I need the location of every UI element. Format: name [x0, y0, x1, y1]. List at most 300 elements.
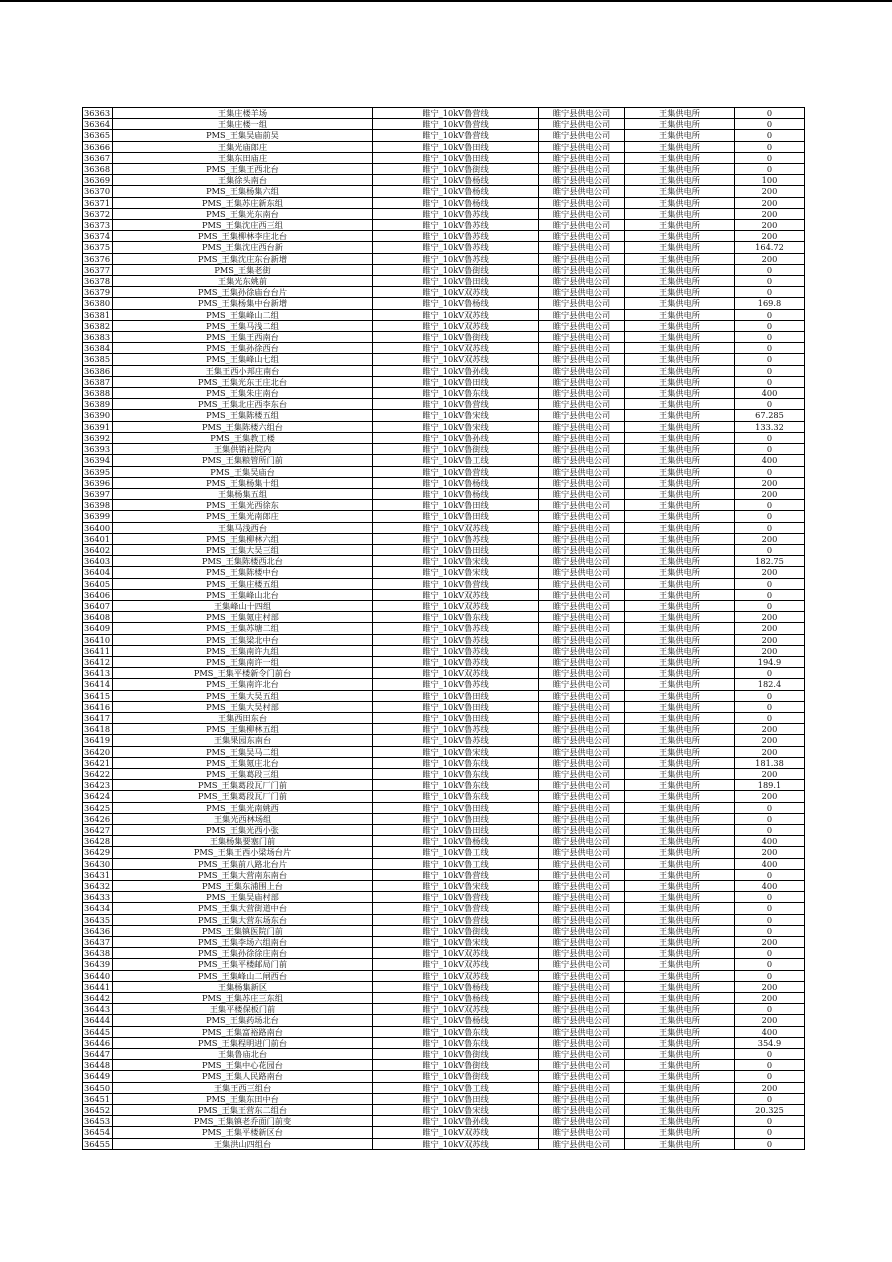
feeder-line-cell: 睢宁_10kV鲁宋线	[373, 937, 539, 948]
station-office-cell: 王集供电所	[625, 130, 735, 141]
station-name-cell: PMS_王集药场北台	[113, 1015, 373, 1026]
table-row	[83, 858, 805, 869]
row-id-cell: 36373	[83, 220, 113, 231]
value-cell: 200	[735, 186, 805, 197]
company-cell: 睢宁县供电公司	[539, 175, 625, 186]
station-name-cell: PMS_王集大营街道中台	[113, 903, 373, 914]
row-id-cell: 36442	[83, 993, 113, 1004]
table-row	[83, 825, 805, 836]
feeder-line-cell: 睢宁_10kV鲁孙线	[373, 432, 539, 443]
station-office-cell: 王集供电所	[625, 388, 735, 399]
station-name-cell: PMS_王集王营东二组台	[113, 1105, 373, 1116]
table-row	[83, 970, 805, 981]
row-id-cell: 36376	[83, 253, 113, 264]
feeder-line-cell: 睢宁_10kV鲁街线	[373, 264, 539, 275]
station-name-cell: PMS_王集沈庄西三组	[113, 220, 373, 231]
company-cell: 睢宁县供电公司	[539, 287, 625, 298]
station-name-cell: PMS_王集孙徐庙台台片	[113, 287, 373, 298]
value-cell: 164.72	[735, 242, 805, 253]
company-cell: 睢宁县供电公司	[539, 623, 625, 634]
station-office-cell: 王集供电所	[625, 780, 735, 791]
station-name-cell: PMS_王集大吴村部	[113, 701, 373, 712]
company-cell: 睢宁县供电公司	[539, 1049, 625, 1060]
station-office-cell: 王集供电所	[625, 600, 735, 611]
row-id-cell: 36382	[83, 320, 113, 331]
station-name-cell: 王集光庙郎庄	[113, 141, 373, 152]
station-name-cell: PMS_王集程明进门前台	[113, 1037, 373, 1048]
station-office-cell: 王集供电所	[625, 141, 735, 152]
company-cell: 睢宁县供电公司	[539, 253, 625, 264]
table-row	[83, 231, 805, 242]
row-id-cell: 36387	[83, 376, 113, 387]
station-name-cell: 王集果园东南台	[113, 735, 373, 746]
station-office-cell: 王集供电所	[625, 522, 735, 533]
table-row	[83, 242, 805, 253]
row-id-cell: 36420	[83, 746, 113, 757]
table-row	[83, 343, 805, 354]
row-id-cell: 36385	[83, 354, 113, 365]
row-id-cell: 36435	[83, 914, 113, 925]
value-cell: 0	[735, 522, 805, 533]
row-id-cell: 36377	[83, 264, 113, 275]
station-office-cell: 王集供电所	[625, 410, 735, 421]
table-row	[83, 500, 805, 511]
table-row	[83, 948, 805, 959]
station-name-cell: PMS_王集南许一组	[113, 656, 373, 667]
table-row	[83, 141, 805, 152]
table-row	[83, 365, 805, 376]
station-name-cell: PMS_王集朱庄南台	[113, 388, 373, 399]
station-name-cell: PMS_王集峰山七组	[113, 354, 373, 365]
station-office-cell: 王集供电所	[625, 735, 735, 746]
table-row	[83, 679, 805, 690]
station-office-cell: 王集供电所	[625, 567, 735, 578]
feeder-line-cell: 睢宁_10kV鲁苏线	[373, 735, 539, 746]
value-cell: 400	[735, 836, 805, 847]
value-cell: 0	[735, 466, 805, 477]
station-office-cell: 王集供电所	[625, 354, 735, 365]
station-name-cell: 王集徐头南台	[113, 175, 373, 186]
station-name-cell: 王集洪山四组台	[113, 1138, 373, 1149]
feeder-line-cell: 睢宁_10kV鲁杨线	[373, 1015, 539, 1026]
station-office-cell: 王集供电所	[625, 869, 735, 880]
row-id-cell: 36404	[83, 567, 113, 578]
company-cell: 睢宁县供电公司	[539, 533, 625, 544]
station-office-cell: 王集供电所	[625, 220, 735, 231]
feeder-line-cell: 睢宁_10kV鲁孙线	[373, 365, 539, 376]
station-office-cell: 王集供电所	[625, 511, 735, 522]
company-cell: 睢宁县供电公司	[539, 388, 625, 399]
row-id-cell: 36440	[83, 970, 113, 981]
station-name-cell: PMS_王集光东南台	[113, 208, 373, 219]
table-row	[83, 130, 805, 141]
feeder-line-cell: 睢宁_10kV鲁营线	[373, 914, 539, 925]
feeder-line-cell: 睢宁_10kV鲁宋线	[373, 421, 539, 432]
feeder-line-cell: 睢宁_10kV鲁工线	[373, 455, 539, 466]
company-cell: 睢宁县供电公司	[539, 690, 625, 701]
row-id-cell: 36375	[83, 242, 113, 253]
row-id-cell: 36403	[83, 556, 113, 567]
station-name-cell: 王集庄楼羊场	[113, 108, 373, 119]
station-name-cell: PMS_王集光西小张	[113, 825, 373, 836]
row-id-cell: 36365	[83, 130, 113, 141]
station-name-cell: 王集光西林场组	[113, 813, 373, 824]
feeder-line-cell: 睢宁_10kV鲁杨线	[373, 197, 539, 208]
company-cell: 睢宁县供电公司	[539, 668, 625, 679]
value-cell: 0	[735, 825, 805, 836]
feeder-line-cell: 睢宁_10kV鲁苏线	[373, 231, 539, 242]
company-cell: 睢宁县供电公司	[539, 600, 625, 611]
table-row	[83, 1015, 805, 1026]
company-cell: 睢宁县供电公司	[539, 164, 625, 175]
feeder-line-cell: 睢宁_10kV鲁苏线	[373, 253, 539, 264]
value-cell: 200	[735, 231, 805, 242]
value-cell: 0	[735, 701, 805, 712]
company-cell: 睢宁县供电公司	[539, 1037, 625, 1048]
station-name-cell: PMS_王集杨集六组	[113, 186, 373, 197]
company-cell: 睢宁县供电公司	[539, 735, 625, 746]
table-row	[83, 623, 805, 634]
feeder-line-cell: 睢宁_10kV鲁东线	[373, 757, 539, 768]
station-name-cell: PMS_王集葛段瓦厂门前	[113, 780, 373, 791]
table-row	[83, 1037, 805, 1048]
company-cell: 睢宁县供电公司	[539, 981, 625, 992]
station-name-cell: 王集鲁庙北台	[113, 1049, 373, 1060]
table-row	[83, 881, 805, 892]
table-row	[83, 959, 805, 970]
feeder-line-cell: 睢宁_10kV鲁营线	[373, 108, 539, 119]
company-cell: 睢宁县供电公司	[539, 488, 625, 499]
company-cell: 睢宁县供电公司	[539, 455, 625, 466]
company-cell: 睢宁县供电公司	[539, 1116, 625, 1127]
station-office-cell: 王集供电所	[625, 937, 735, 948]
station-office-cell: 王集供电所	[625, 1071, 735, 1082]
feeder-line-cell: 睢宁_10kV鲁田线	[373, 813, 539, 824]
station-name-cell: PMS_王集前八路北台片	[113, 858, 373, 869]
table-row	[83, 376, 805, 387]
row-id-cell: 36421	[83, 757, 113, 768]
row-id-cell: 36399	[83, 511, 113, 522]
company-cell: 睢宁县供电公司	[539, 679, 625, 690]
station-office-cell: 王集供电所	[625, 925, 735, 936]
company-cell: 睢宁县供电公司	[539, 970, 625, 981]
company-cell: 睢宁县供电公司	[539, 881, 625, 892]
table-row	[83, 119, 805, 130]
row-id-cell: 36388	[83, 388, 113, 399]
table-row	[83, 634, 805, 645]
station-office-cell: 王集供电所	[625, 993, 735, 1004]
company-cell: 睢宁县供电公司	[539, 925, 625, 936]
row-id-cell: 36386	[83, 365, 113, 376]
station-name-cell: PMS_王集光南姚西	[113, 802, 373, 813]
value-cell: 0	[735, 1138, 805, 1149]
feeder-line-cell: 睢宁_10kV鲁田线	[373, 511, 539, 522]
feeder-line-cell: 睢宁_10kV鲁田线	[373, 1093, 539, 1104]
table-row	[83, 410, 805, 421]
feeder-line-cell: 睢宁_10kV鲁营线	[373, 892, 539, 903]
table-row	[83, 522, 805, 533]
station-name-cell: PMS_王集柳林五组	[113, 724, 373, 735]
station-office-cell: 王集供电所	[625, 556, 735, 567]
value-cell: 200	[735, 634, 805, 645]
company-cell: 睢宁县供电公司	[539, 746, 625, 757]
company-cell: 睢宁县供电公司	[539, 220, 625, 231]
row-id-cell: 36384	[83, 343, 113, 354]
value-cell: 0	[735, 1004, 805, 1015]
station-name-cell: PMS_王集富裕路南台	[113, 1026, 373, 1037]
table-row	[83, 1138, 805, 1149]
company-cell: 睢宁县供电公司	[539, 343, 625, 354]
station-office-cell: 王集供电所	[625, 881, 735, 892]
company-cell: 睢宁县供电公司	[539, 813, 625, 824]
station-name-cell: PMS_王集平楼新令门前台	[113, 668, 373, 679]
feeder-line-cell: 睢宁_10kV鲁田线	[373, 712, 539, 723]
table-row	[83, 847, 805, 858]
company-cell: 睢宁县供电公司	[539, 197, 625, 208]
station-office-cell: 王集供电所	[625, 724, 735, 735]
company-cell: 睢宁县供电公司	[539, 242, 625, 253]
row-id-cell: 36381	[83, 309, 113, 320]
company-cell: 睢宁县供电公司	[539, 802, 625, 813]
table-row	[83, 152, 805, 163]
company-cell: 睢宁县供电公司	[539, 119, 625, 130]
row-id-cell: 36450	[83, 1082, 113, 1093]
row-id-cell: 36372	[83, 208, 113, 219]
feeder-line-cell: 睢宁_10kV双苏线	[373, 1004, 539, 1015]
row-id-cell: 36410	[83, 634, 113, 645]
station-office-cell: 王集供电所	[625, 500, 735, 511]
value-cell: 194.9	[735, 656, 805, 667]
company-cell: 睢宁县供电公司	[539, 354, 625, 365]
company-cell: 睢宁县供电公司	[539, 365, 625, 376]
station-office-cell: 王集供电所	[625, 533, 735, 544]
company-cell: 睢宁县供电公司	[539, 858, 625, 869]
station-office-cell: 王集供电所	[625, 309, 735, 320]
feeder-line-cell: 睢宁_10kV鲁杨线	[373, 981, 539, 992]
company-cell: 睢宁县供电公司	[539, 836, 625, 847]
feeder-line-cell: 睢宁_10kV鲁苏线	[373, 634, 539, 645]
company-cell: 睢宁县供电公司	[539, 444, 625, 455]
row-id-cell: 36374	[83, 231, 113, 242]
table-row	[83, 869, 805, 880]
table-row	[83, 197, 805, 208]
company-cell: 睢宁县供电公司	[539, 141, 625, 152]
row-id-cell: 36394	[83, 455, 113, 466]
company-cell: 睢宁县供电公司	[539, 500, 625, 511]
station-name-cell: PMS_王集沈庄东台新增	[113, 253, 373, 264]
value-cell: 0	[735, 869, 805, 880]
station-office-cell: 王集供电所	[625, 914, 735, 925]
value-cell: 200	[735, 746, 805, 757]
company-cell: 睢宁县供电公司	[539, 1138, 625, 1149]
company-cell: 睢宁县供电公司	[539, 432, 625, 443]
feeder-line-cell: 睢宁_10kV鲁杨线	[373, 186, 539, 197]
feeder-line-cell: 睢宁_10kV鲁杨线	[373, 488, 539, 499]
station-office-cell: 王集供电所	[625, 175, 735, 186]
value-cell: 0	[735, 343, 805, 354]
feeder-line-cell: 睢宁_10kV鲁田线	[373, 376, 539, 387]
value-cell: 0	[735, 108, 805, 119]
feeder-line-cell: 睢宁_10kV双苏线	[373, 309, 539, 320]
table-row	[83, 399, 805, 410]
value-cell: 0	[735, 152, 805, 163]
station-name-cell: 王集西田东台	[113, 712, 373, 723]
table-row	[83, 421, 805, 432]
feeder-line-cell: 睢宁_10kV鲁营线	[373, 903, 539, 914]
row-id-cell: 36391	[83, 421, 113, 432]
station-name-cell: PMS_王集沈庄西台新	[113, 242, 373, 253]
station-name-cell: PMS_王集镇医院门前	[113, 925, 373, 936]
table-row	[83, 186, 805, 197]
company-cell: 睢宁县供电公司	[539, 1071, 625, 1082]
station-name-cell: PMS_王集北庄西李东台	[113, 399, 373, 410]
station-office-cell: 王集供电所	[625, 276, 735, 287]
feeder-line-cell: 睢宁_10kV鲁营线	[373, 578, 539, 589]
feeder-line-cell: 睢宁_10kV鲁营线	[373, 119, 539, 130]
value-cell: 0	[735, 813, 805, 824]
company-cell: 睢宁县供电公司	[539, 612, 625, 623]
table-row	[83, 108, 805, 119]
feeder-line-cell: 睢宁_10kV鲁营线	[373, 399, 539, 410]
feeder-line-cell: 睢宁_10kV鲁营线	[373, 466, 539, 477]
feeder-line-cell: 睢宁_10kV鲁宋线	[373, 746, 539, 757]
feeder-line-cell: 睢宁_10kV鲁工线	[373, 1082, 539, 1093]
station-office-cell: 王集供电所	[625, 1015, 735, 1026]
value-cell: 0	[735, 399, 805, 410]
station-name-cell: PMS_王集陈楼五组	[113, 410, 373, 421]
row-id-cell: 36423	[83, 780, 113, 791]
station-office-cell: 王集供电所	[625, 152, 735, 163]
company-cell: 睢宁县供电公司	[539, 914, 625, 925]
feeder-line-cell: 睢宁_10kV鲁东线	[373, 612, 539, 623]
table-row	[83, 298, 805, 309]
company-cell: 睢宁县供电公司	[539, 892, 625, 903]
value-cell: 0	[735, 925, 805, 936]
company-cell: 睢宁县供电公司	[539, 466, 625, 477]
feeder-line-cell: 睢宁_10kV双苏线	[373, 320, 539, 331]
station-name-cell: PMS_王集东浦围上台	[113, 881, 373, 892]
station-office-cell: 王集供电所	[625, 1049, 735, 1060]
company-cell: 睢宁县供电公司	[539, 712, 625, 723]
table-row	[83, 612, 805, 623]
value-cell: 67.285	[735, 410, 805, 421]
station-name-cell: PMS_王集南许北台	[113, 679, 373, 690]
value-cell: 0	[735, 1127, 805, 1138]
feeder-line-cell: 睢宁_10kV双苏线	[373, 589, 539, 600]
table-row	[83, 253, 805, 264]
station-name-cell: PMS_王集平楼邮局门前	[113, 959, 373, 970]
row-id-cell: 36415	[83, 690, 113, 701]
station-office-cell: 王集供电所	[625, 253, 735, 264]
station-office-cell: 王集供电所	[625, 1105, 735, 1116]
table-row	[83, 925, 805, 936]
station-office-cell: 王集供电所	[625, 981, 735, 992]
station-office-cell: 王集供电所	[625, 858, 735, 869]
station-office-cell: 王集供电所	[625, 1093, 735, 1104]
company-cell: 睢宁县供电公司	[539, 869, 625, 880]
table-body	[83, 108, 805, 1150]
station-name-cell: PMS_王集庄楼五组	[113, 578, 373, 589]
table-row	[83, 1127, 805, 1138]
row-id-cell: 36417	[83, 712, 113, 723]
value-cell: 400	[735, 858, 805, 869]
table-row	[83, 432, 805, 443]
company-cell: 睢宁县供电公司	[539, 1093, 625, 1104]
company-cell: 睢宁县供电公司	[539, 410, 625, 421]
table-row	[83, 724, 805, 735]
value-cell: 100	[735, 175, 805, 186]
table-row	[83, 567, 805, 578]
company-cell: 睢宁县供电公司	[539, 791, 625, 802]
station-name-cell: PMS_王集光西徐东	[113, 500, 373, 511]
value-cell: 0	[735, 309, 805, 320]
value-cell: 200	[735, 768, 805, 779]
row-id-cell: 36408	[83, 612, 113, 623]
value-cell: 400	[735, 1026, 805, 1037]
value-cell: 0	[735, 712, 805, 723]
station-office-cell: 王集供电所	[625, 1082, 735, 1093]
feeder-line-cell: 睢宁_10kV双苏线	[373, 948, 539, 959]
feeder-line-cell: 睢宁_10kV鲁工线	[373, 847, 539, 858]
feeder-line-cell: 睢宁_10kV鲁街线	[373, 925, 539, 936]
feeder-line-cell: 睢宁_10kV鲁杨线	[373, 477, 539, 488]
company-cell: 睢宁县供电公司	[539, 656, 625, 667]
station-name-cell: PMS_王集粮管所门前	[113, 455, 373, 466]
table-row	[83, 780, 805, 791]
value-cell: 0	[735, 119, 805, 130]
row-id-cell: 36443	[83, 1004, 113, 1015]
value-cell: 0	[735, 589, 805, 600]
company-cell: 睢宁县供电公司	[539, 130, 625, 141]
feeder-line-cell: 睢宁_10kV鲁苏线	[373, 242, 539, 253]
feeder-line-cell: 睢宁_10kV鲁田线	[373, 276, 539, 287]
company-cell: 睢宁县供电公司	[539, 1015, 625, 1026]
station-name-cell: PMS_王集大吴三组	[113, 544, 373, 555]
feeder-line-cell: 睢宁_10kV鲁营线	[373, 869, 539, 880]
company-cell: 睢宁县供电公司	[539, 701, 625, 712]
station-name-cell: PMS_王集大吴五组	[113, 690, 373, 701]
feeder-line-cell: 睢宁_10kV鲁东线	[373, 768, 539, 779]
row-id-cell: 36395	[83, 466, 113, 477]
table-row	[83, 993, 805, 1004]
station-name-cell: PMS_王集王西南台	[113, 332, 373, 343]
row-id-cell: 36439	[83, 959, 113, 970]
company-cell: 睢宁县供电公司	[539, 152, 625, 163]
value-cell: 200	[735, 735, 805, 746]
value-cell: 400	[735, 388, 805, 399]
station-office-cell: 王集供电所	[625, 645, 735, 656]
feeder-line-cell: 睢宁_10kV双苏线	[373, 970, 539, 981]
table-row	[83, 455, 805, 466]
value-cell: 0	[735, 1093, 805, 1104]
table-row	[83, 332, 805, 343]
table-row	[83, 836, 805, 847]
company-cell: 睢宁县供电公司	[539, 825, 625, 836]
feeder-line-cell: 睢宁_10kV鲁苏线	[373, 623, 539, 634]
station-name-cell: PMS_王集苏塘二组	[113, 623, 373, 634]
value-cell: 0	[735, 1071, 805, 1082]
feeder-line-cell: 睢宁_10kV鲁田线	[373, 141, 539, 152]
station-office-cell: 王集供电所	[625, 757, 735, 768]
row-id-cell: 36398	[83, 500, 113, 511]
value-cell: 200	[735, 937, 805, 948]
row-id-cell: 36407	[83, 600, 113, 611]
station-name-cell: PMS_王集柳林李庄北台	[113, 231, 373, 242]
table-row	[83, 287, 805, 298]
station-name-cell: 王集王西小邦庄南台	[113, 365, 373, 376]
station-name-cell: PMS_王集李场六组南台	[113, 937, 373, 948]
value-cell: 200	[735, 993, 805, 1004]
